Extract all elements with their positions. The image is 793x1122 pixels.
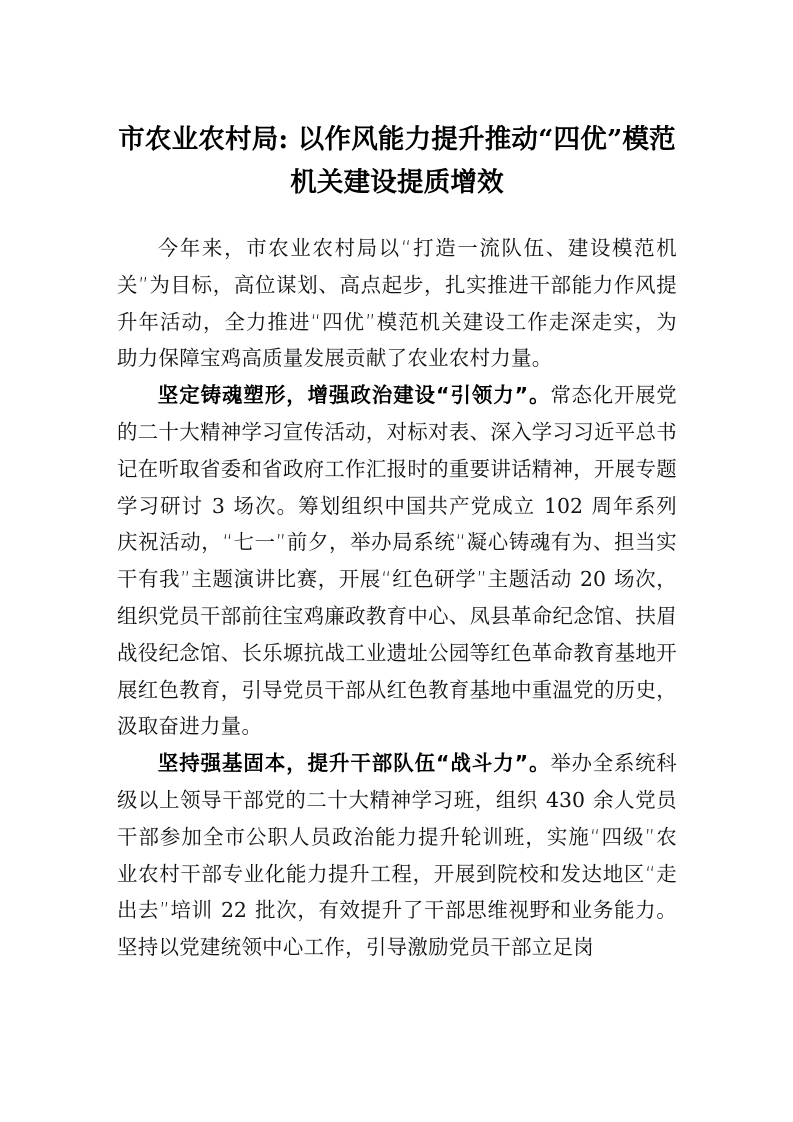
paragraph-lead: 坚定铸魂塑形，增强政治建设“引领力”。 [157, 383, 551, 408]
inline-number: 20 [580, 567, 606, 592]
inline-number: 102 [544, 493, 583, 518]
inline-number: 3 [211, 493, 225, 518]
paragraph-section-2 [117, 745, 677, 966]
paragraph-text: 常态化开展党的二十大精神学习宣传活动，对标对表、深入学习习近平总书记在听取省委和省政府工作汇报时的重要讲话精神，开展专题学习研讨 3 场次。筹划组织中国共产党成立 102 周年系列庆祝活动，“七一”前夕，举办局系统“凝心铸魂有为、担当实干有我”主题演讲比赛，开展“红色研学”主题活动 20 场次，组织党员干部前往宝鸡廉政教育中心、凤县革命纪念馆、扶眉战役纪念馆、长乐塬抗战工业遗址公园等红色革命教育基地开展红色教育，引导党员干部从红色教育基地中重温党的历史，汲取奋进力量。 [117, 383, 678, 739]
inline-number: 430 [546, 787, 585, 812]
paragraph-text: 举办全系统科级以上领导干部党的二十大精神学习班，组织 430 余人党员干部参加全市公职人员政治能力提升轮训班，实施“四级”农业农村干部专业化能力提升工程，开展到院校和发达地区“走出去”培训 22 批次，有效提升了干部思维视野和业务能力。坚持以党建统领中心工作，引导激励党员干部立足岗 [117, 751, 677, 960]
paragraph-lead: 坚持强基固本，提升干部队伍“战斗力”。 [157, 751, 551, 776]
paragraph-text: 今年来，市农业农村局以“打造一流队伍、建设模范机关”为目标，高位谋划、高点起步，扎实推进干部能力作风提升年活动，全力推进“四优”模范机关建设工作走深走实，为助力保障宝鸡高质量发展贡献了农业农村力量。 [117, 236, 677, 371]
page-title: 市农业农村局: 以作风能力提升推动“四优”模范机关建设提质增效 [118, 124, 676, 198]
paragraph-intro [117, 230, 677, 377]
inline-number: 22 [220, 898, 247, 923]
document-body [117, 118, 677, 966]
paragraph-section-1 [117, 377, 677, 745]
